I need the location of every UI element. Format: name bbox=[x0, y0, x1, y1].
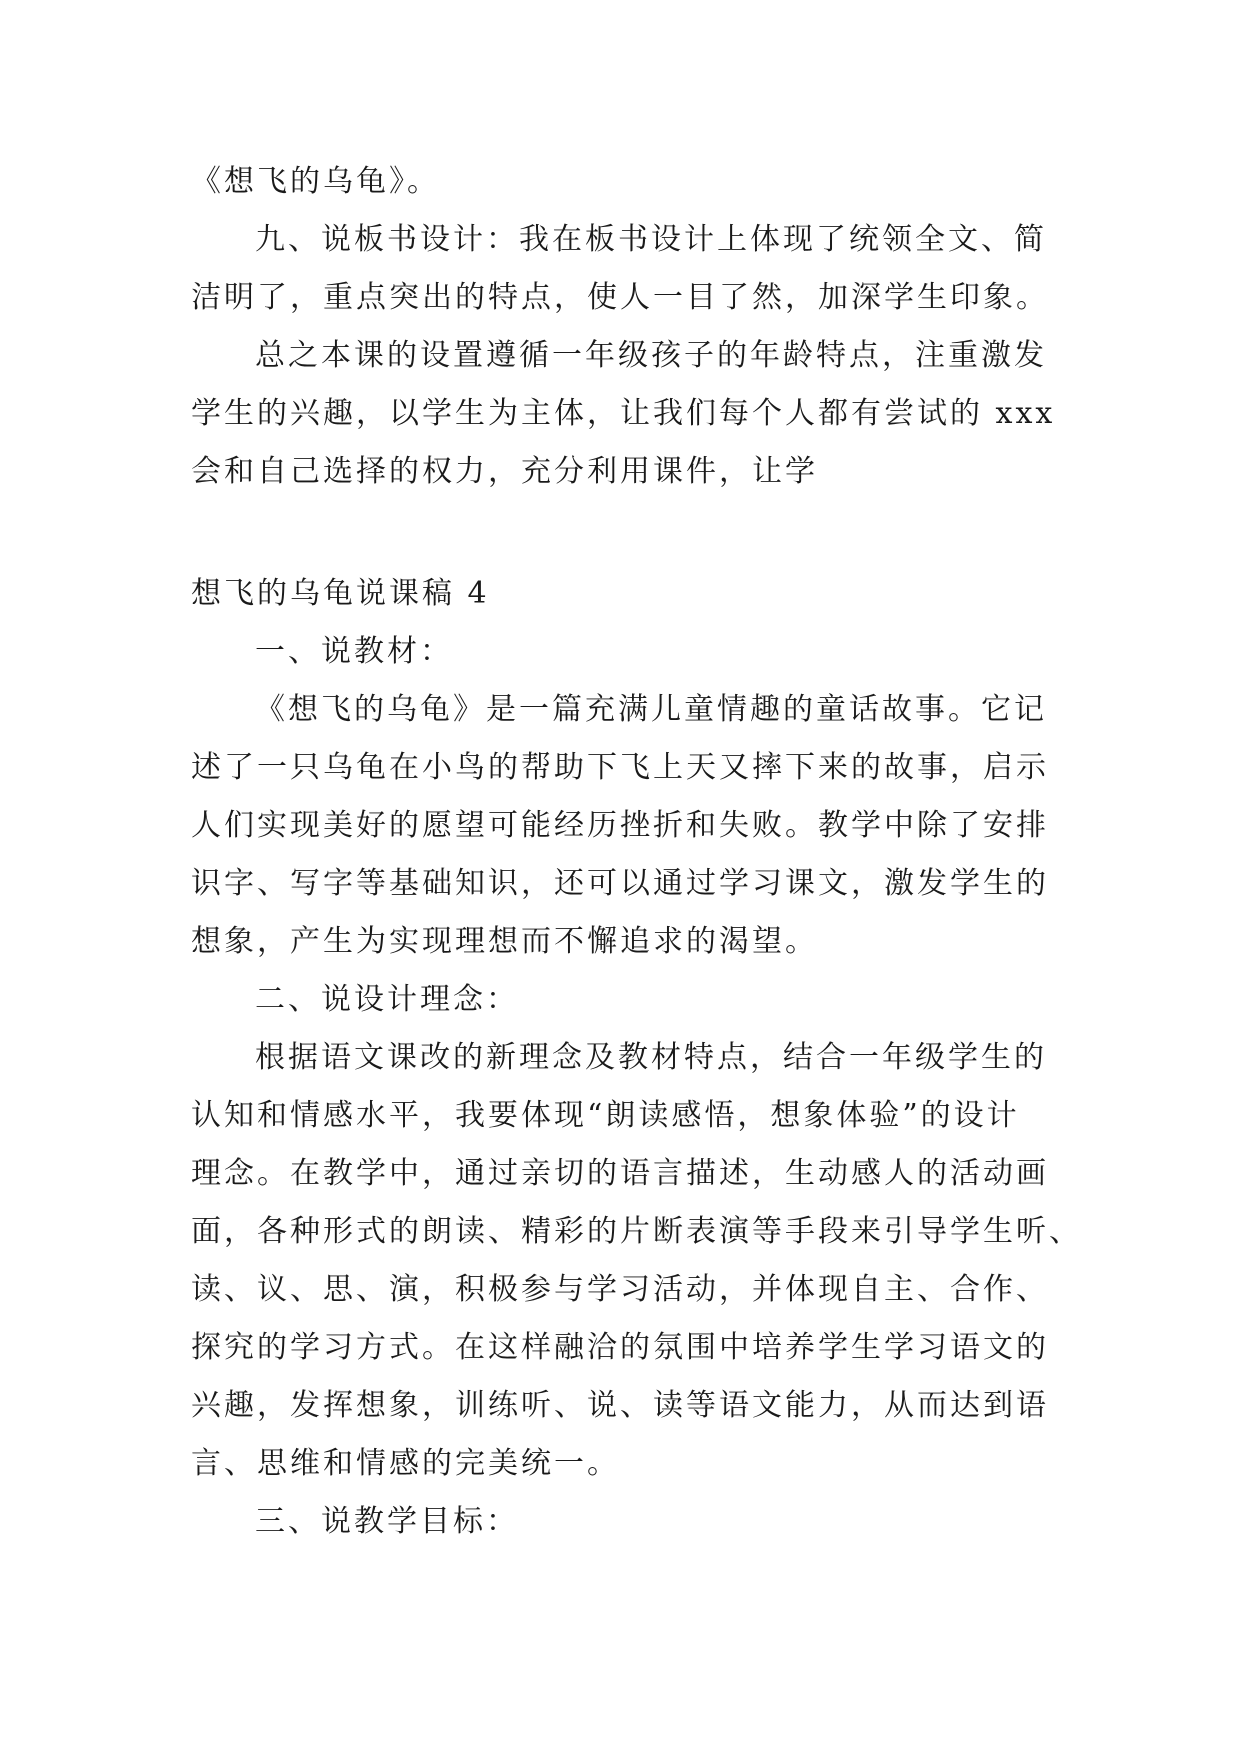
text-line: 《想飞的乌龟》是一篇充满儿童情趣的童话故事。它记 bbox=[255, 692, 1047, 727]
text-line: 探究的学习方式。在这样融洽的氛围中培养学生学习语文的 bbox=[191, 1330, 1049, 1365]
text-line: 洁明了，重点突出的特点，使人一目了然，加深学生印象。 bbox=[191, 280, 1049, 315]
text-line: 识字、写字等基础知识，还可以通过学习课文，激发学生的 bbox=[191, 866, 1049, 901]
text-line: 理念。在教学中，通过亲切的语言描述，生动感人的活动画 bbox=[191, 1156, 1049, 1191]
text-line: 总之本课的设置遵循一年级孩子的年龄特点，注重激发 bbox=[255, 338, 1047, 373]
text-line: 兴趣，发挥想象，训练听、说、读等语文能力，从而达到语 bbox=[191, 1388, 1049, 1423]
text-line: 会和自己选择的权力，充分利用课件，让学 bbox=[191, 454, 818, 489]
text-line: 想象，产生为实现理想而不懈追求的渴望。 bbox=[191, 924, 818, 959]
text-line: 述了一只乌龟在小鸟的帮助下飞上天又摔下来的故事，启示 bbox=[191, 750, 1049, 785]
text-line: 《想飞的乌龟》。 bbox=[191, 164, 440, 199]
text-line: 言、思维和情感的完美统一。 bbox=[191, 1446, 620, 1481]
text-line: 学生的兴趣，以学生为主体，让我们每个人都有尝试的 xxx bbox=[191, 396, 1056, 431]
subheading: 三、说教学目标： bbox=[255, 1504, 519, 1539]
subheading: 二、说设计理念： bbox=[255, 982, 519, 1017]
text-line: 九、说板书设计：我在板书设计上体现了统领全文、简 bbox=[255, 222, 1047, 257]
text-line: 认知和情感水平，我要体现“朗读感悟，想象体验”的设计 bbox=[191, 1098, 1020, 1133]
text-line: 面，各种形式的朗读、精彩的片断表演等手段来引导学生听、 bbox=[191, 1214, 1082, 1249]
text-line: 人们实现美好的愿望可能经历挫折和失败。教学中除了安排 bbox=[191, 808, 1049, 843]
text-line: 读、议、思、演，积极参与学习活动，并体现自主、合作、 bbox=[191, 1272, 1049, 1307]
section-heading: 想飞的乌龟说课稿 4 bbox=[191, 576, 490, 611]
text-line: 根据语文课改的新理念及教材特点，结合一年级学生的 bbox=[255, 1040, 1047, 1075]
subheading: 一、说教材： bbox=[255, 634, 453, 669]
